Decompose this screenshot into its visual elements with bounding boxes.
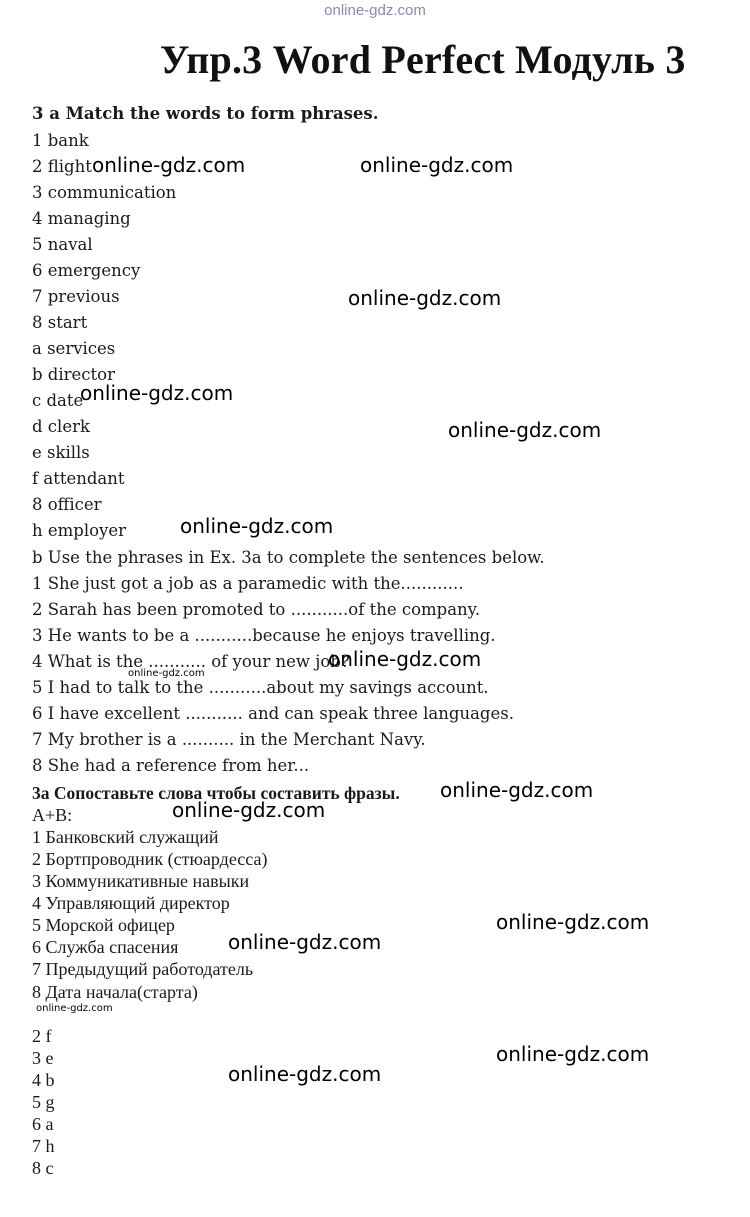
watermark: online-gdz.com: [228, 1062, 382, 1086]
match-item: h employer: [32, 521, 127, 540]
task-b-heading: b Use the phrases in Ex. 3a to complete the sentences below.: [32, 548, 545, 567]
russian-formula: A+B:: [32, 805, 73, 825]
sentence-item: 3 He wants to be a ...........because he enjoys travelling.: [32, 626, 496, 645]
match-item: d clerk: [32, 417, 90, 436]
word-item: 5 naval: [32, 235, 93, 254]
match-item: c date: [32, 391, 84, 410]
russian-item: 8 Дата начала(старта): [32, 982, 198, 1002]
watermark: online-gdz.com: [448, 418, 602, 442]
word-item: 2 flight: [32, 157, 92, 176]
russian-item: 4 Управляющий директор: [32, 893, 230, 913]
watermark-small: online-gdz.com: [128, 668, 205, 679]
sentence-item: 8 She had a reference from her...: [32, 756, 310, 775]
russian-item: 5 Морской офицер: [32, 915, 175, 935]
watermark-small: online-gdz.com: [36, 1003, 113, 1014]
russian-item: 7 Предыдущий работодатель: [32, 959, 254, 979]
page-title: Упр.3 Word Perfect Модуль 3: [160, 37, 686, 82]
russian-item: 1 Банковский служащий: [32, 827, 219, 847]
russian-item: 3 Коммуникативные навыки: [32, 871, 250, 891]
watermark: online-gdz.com: [80, 381, 234, 405]
word-item: 6 emergency: [32, 261, 141, 280]
answer-item: 2 f: [32, 1026, 52, 1046]
watermark: online-gdz.com: [228, 930, 382, 954]
match-item: b director: [32, 365, 115, 384]
word-item: 7 previous: [32, 287, 120, 306]
top-watermark: online-gdz.com: [324, 2, 426, 19]
watermark: online-gdz.com: [172, 798, 326, 822]
watermark: online-gdz.com: [360, 153, 514, 177]
russian-heading: 3а Сопоставьте слова чтобы составить фразы.: [32, 783, 400, 803]
sentence-item: 7 My brother is a .......... in the Merchant Navy.: [32, 730, 426, 749]
watermark: online-gdz.com: [180, 514, 334, 538]
word-item: 8 start: [32, 313, 88, 332]
match-item: 8 officer: [32, 495, 102, 514]
watermark: online-gdz.com: [496, 910, 650, 934]
word-item: 4 managing: [32, 209, 131, 228]
sentence-item: 6 I have excellent ........... and can speak three languages.: [32, 704, 514, 723]
answer-item: 6 a: [32, 1114, 54, 1134]
answer-item: 7 h: [32, 1136, 55, 1156]
answer-item: 3 e: [32, 1048, 54, 1068]
watermark: online-gdz.com: [496, 1042, 650, 1066]
russian-item: 6 Служба спасения: [32, 937, 179, 957]
sentence-item: 2 Sarah has been promoted to ...........of the company.: [32, 600, 481, 619]
watermark: online-gdz.com: [440, 778, 594, 802]
watermark: online-gdz.com: [348, 286, 502, 310]
sentence-item: 1 She just got a job as a paramedic with the............: [32, 574, 464, 593]
match-item: e skills: [32, 443, 90, 462]
match-item: a services: [32, 339, 116, 358]
word-item: 3 communication: [32, 183, 177, 202]
watermark: online-gdz.com: [328, 647, 482, 671]
sentence-item: 4 What is the ........... of your new job?: [32, 652, 350, 671]
task-a-heading: 3 a Match the words to form phrases.: [32, 104, 379, 123]
russian-item: 2 Бортпроводник (стюардесса): [32, 849, 268, 869]
sentence-item: 5 I had to talk to the ...........about my savings account.: [32, 678, 489, 697]
match-item: f attendant: [32, 469, 125, 488]
word-item: 1 bank: [32, 131, 89, 150]
watermark: online-gdz.com: [92, 153, 246, 177]
answer-item: 5 g: [32, 1092, 55, 1112]
answer-item: 4 b: [32, 1070, 55, 1090]
answer-item: 8 c: [32, 1158, 54, 1178]
